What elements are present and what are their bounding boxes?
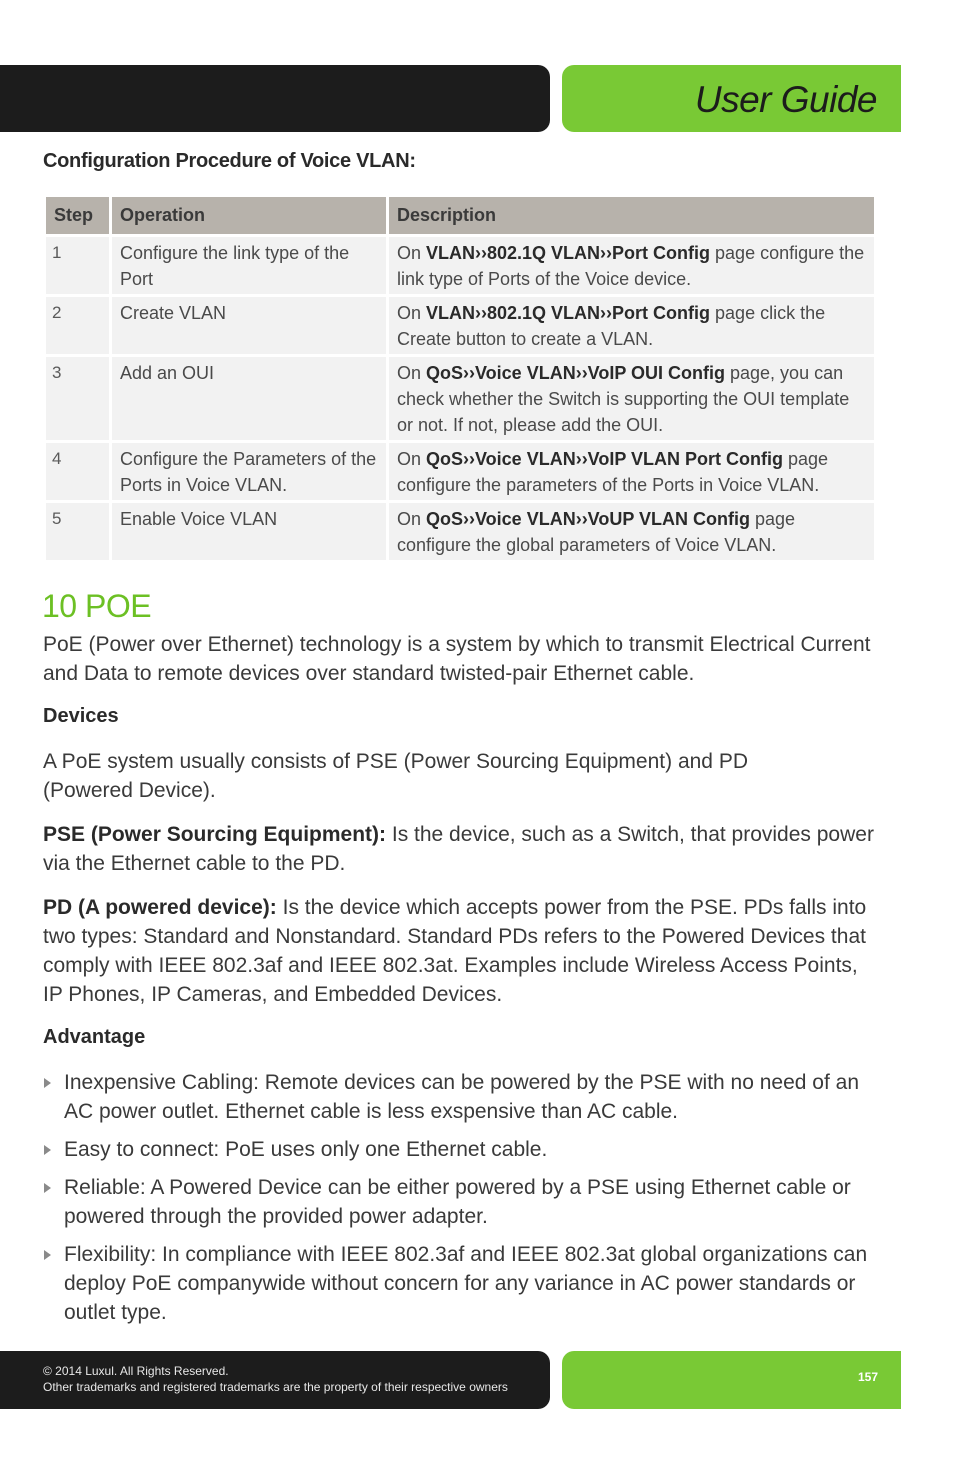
description-text: page configure the parameters of the Ports in Voice VLAN. (397, 449, 829, 495)
step-number: 3 (46, 357, 109, 440)
devices-text-line-1: A PoE system usually consists of PSE (Power Sourcing Equipment) and PD (43, 750, 748, 773)
list-item (43, 1135, 883, 1164)
list-item (43, 1068, 883, 1126)
table-row (46, 297, 874, 354)
operation-cell: Add an OUI (112, 357, 386, 440)
voice-vlan-procedure-table (43, 194, 877, 563)
description-cell (389, 443, 874, 500)
menu-path: VLAN››802.1Q VLAN››Port Config (426, 243, 711, 263)
footer-bar-right (562, 1351, 901, 1409)
list-item (43, 1173, 883, 1231)
list-item (43, 1240, 883, 1327)
footer-copyright (43, 1363, 508, 1395)
column-header-operation: Operation (112, 197, 386, 234)
pse-text: Is the device, such as a Switch, that provides power via the Ethernet cable to the PD. (43, 823, 874, 875)
description-text: page configure the global parameters of Voice VLAN. (397, 509, 796, 555)
column-header-description: Description (389, 197, 874, 234)
step-number: 4 (46, 443, 109, 500)
table-header-row (46, 197, 874, 234)
operation-cell: Configure the Parameters of the Ports in Voice VLAN. (112, 443, 386, 500)
copyright-text: © 2014 Luxul. All Rights Reserved. (43, 1364, 229, 1378)
trademark-text: Other trademarks and registered trademarks are the property of their respective owners (43, 1380, 508, 1394)
step-number: 1 (46, 237, 109, 294)
step-number: 2 (46, 297, 109, 354)
description-prefix: On (397, 363, 427, 383)
advantage-text: Reliable: A Powered Device can be either powered by a PSE using Ethernet cable or powered through the provided power adapter. (64, 1176, 851, 1228)
header-title: User Guide (694, 79, 877, 120)
footer-bar-left (0, 1351, 550, 1409)
table-row (46, 357, 874, 440)
column-header-step: Step (46, 197, 109, 234)
advantage-heading: Advantage (43, 1026, 146, 1048)
description-prefix: On (397, 449, 427, 469)
description-cell (389, 297, 874, 354)
pse-label: PSE (Power Sourcing Equipment): (43, 823, 387, 846)
description-text: page, you can check whether the Switch is supporting the OUI template or not. If not, please add the OUI. (397, 363, 850, 435)
step-number: 5 (46, 503, 109, 560)
description-prefix: On (397, 509, 427, 529)
description-text: page click the Create button to create a VLAN. (397, 303, 826, 349)
header-bar-left (0, 65, 550, 132)
page-number: 157 (857, 1370, 878, 1384)
operation-cell: Enable Voice VLAN (112, 503, 386, 560)
devices-text-line-2: (Powered Device). (43, 779, 216, 802)
menu-path: QoS››Voice VLAN››VoIP OUI Config (426, 363, 726, 383)
advantage-list (43, 1068, 883, 1336)
description-cell (389, 237, 874, 294)
operation-cell: Configure the link type of the Port (112, 237, 386, 294)
pd-label: PD (A powered device): (43, 896, 277, 919)
menu-path: QoS››Voice VLAN››VoIP VLAN Port Config (426, 449, 784, 469)
description-cell (389, 503, 874, 560)
section-heading: Configuration Procedure of Voice VLAN: (43, 150, 416, 172)
bullet-triangle-icon (44, 1145, 51, 1155)
menu-path: QoS››Voice VLAN››VoUP VLAN Config (426, 509, 751, 529)
pd-paragraph (43, 893, 883, 1009)
header-bar-right (562, 65, 901, 132)
pse-paragraph (43, 820, 883, 878)
operation-cell: Create VLAN (112, 297, 386, 354)
bullet-triangle-icon (44, 1183, 51, 1193)
description-prefix: On (397, 243, 427, 263)
devices-heading: Devices (43, 705, 119, 727)
devices-paragraph (43, 747, 883, 805)
table-row (46, 503, 874, 560)
pd-text: Is the device which accepts power from the PSE. PDs falls into two types: Standard and Nonstandard. Standard PDs refers to the Powered Devices that comply with IEEE 802.3af and IEEE 802.3at. Examples include Wireless Access Points, IP Phones, IP Cameras, and Embedded Devices. (43, 896, 867, 1006)
bullet-triangle-icon (44, 1078, 51, 1088)
poe-section-title: 10 POE (42, 588, 152, 624)
bullet-triangle-icon (44, 1250, 51, 1260)
advantage-text: Easy to connect: PoE uses only one Ethernet cable. (64, 1138, 548, 1161)
description-prefix: On (397, 303, 427, 323)
table-row (46, 443, 874, 500)
description-text: page configure the link type of Ports of the Voice device. (397, 243, 865, 289)
poe-intro-paragraph: PoE (Power over Ethernet) technology is a system by which to transmit Electrical Current and Data to remote devices over standard twisted-pair Ethernet cable. (43, 633, 871, 685)
menu-path: VLAN››802.1Q VLAN››Port Config (426, 303, 711, 323)
table-row (46, 237, 874, 294)
advantage-text: Flexibility: In compliance with IEEE 802.3af and IEEE 802.3at global organizations can deploy PoE companywide without concern for any variance in AC power standards or outlet type. (64, 1243, 868, 1324)
advantage-text: Inexpensive Cabling: Remote devices can be powered by the PSE with no need of an AC power outlet. Ethernet cable is less exspensive than AC cable. (64, 1071, 859, 1123)
description-cell (389, 357, 874, 440)
